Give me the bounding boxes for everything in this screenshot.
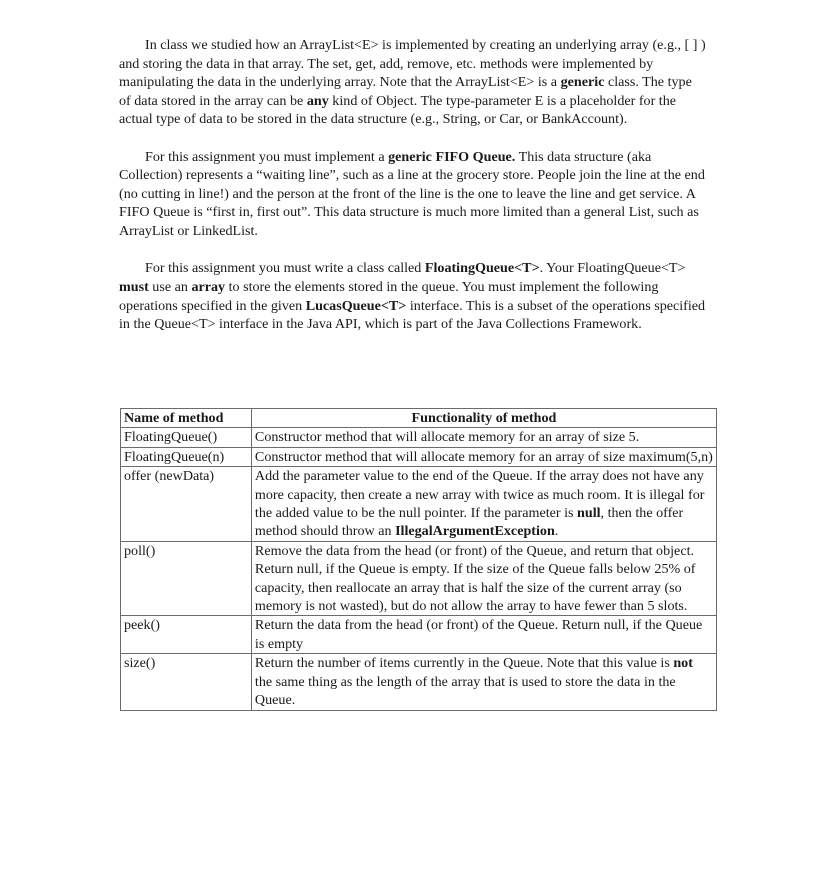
method-name: offer (newData) [121, 467, 252, 542]
method-description: Constructor method that will allocate memory for an array of size maximum(5,n) [251, 447, 716, 466]
document-body [119, 36, 707, 334]
table-row [121, 616, 717, 654]
method-name: FloatingQueue(n) [121, 447, 252, 466]
method-name: peek() [121, 616, 252, 654]
methods-table [120, 408, 717, 711]
table-row [121, 654, 717, 710]
method-description: Return the number of items currently in the Queue. Note that this value is not the same thing as the length of the array that is used to store the data in the Queue. [251, 654, 716, 710]
table-row [121, 467, 717, 542]
method-description: Add the parameter value to the end of the Queue. If the array does not have any more capacity, then create a new array with twice as much room. It is illegal for the added value to be the null pointer. If the parameter is null, then the offer method should throw an IllegalArgumentException. [251, 467, 716, 542]
method-description: Return the data from the head (or front) of the Queue. Return null, if the Queue is empty [251, 616, 716, 654]
table-header-row [121, 409, 717, 428]
header-method-name: Name of method [121, 409, 252, 428]
paragraph-arraylist-intro: In class we studied how an ArrayList<E> is implemented by creating an underlying array (e.g., [ ] ) and storing the data in that array. The set, get, add, remove, etc. methods were implemented by manipulating the data in the underlying array. Note that the ArrayList<E> is a generic class. The type of data stored in the array can be any kind of Object. The type-parameter E is a placeholder for the actual type of data to be stored in the data structure (e.g., String, or Car, or BankAccount). [119, 37, 706, 128]
method-name: FloatingQueue() [121, 428, 252, 447]
header-functionality: Functionality of method [251, 409, 716, 428]
method-name: size() [121, 654, 252, 710]
paragraph-floatingqueue-assignment: For this assignment you must write a class called FloatingQueue<T>. Your FloatingQueue<T> must use an array to store the elements stored in the queue. You must implement the following operations specified in the given LucasQueue<T> interface. This is a subset of the operations specified in the Queue<T> interface in the Java API, which is part of the Java Collections Framework. [119, 260, 706, 333]
table-row [121, 428, 717, 447]
table-row [121, 447, 717, 466]
paragraph-fifo-queue: For this assignment you must implement a generic FIFO Queue. This data structure (aka Collection) represents a “waiting line”, such as a line at the grocery store. People join the line at the end (no cutting in line!) and the person at the front of the line is the one to leave the line and get service. A FIFO Queue is “first in, first out”. This data structure is much more limited than a general List, such as ArrayList or LinkedList. [119, 148, 705, 239]
method-description: Constructor method that will allocate memory for an array of size 5. [251, 428, 716, 447]
table-row [121, 541, 717, 616]
method-description: Remove the data from the head (or front) of the Queue, and return that object. Return null, if the Queue is empty. If the size of the Queue falls below 25% of capacity, then reallocate an array that is half the size of the current array (so memory is not wasted), but do not allow the array to have fewer than 5 slots. [251, 541, 716, 616]
method-name: poll() [121, 541, 252, 616]
